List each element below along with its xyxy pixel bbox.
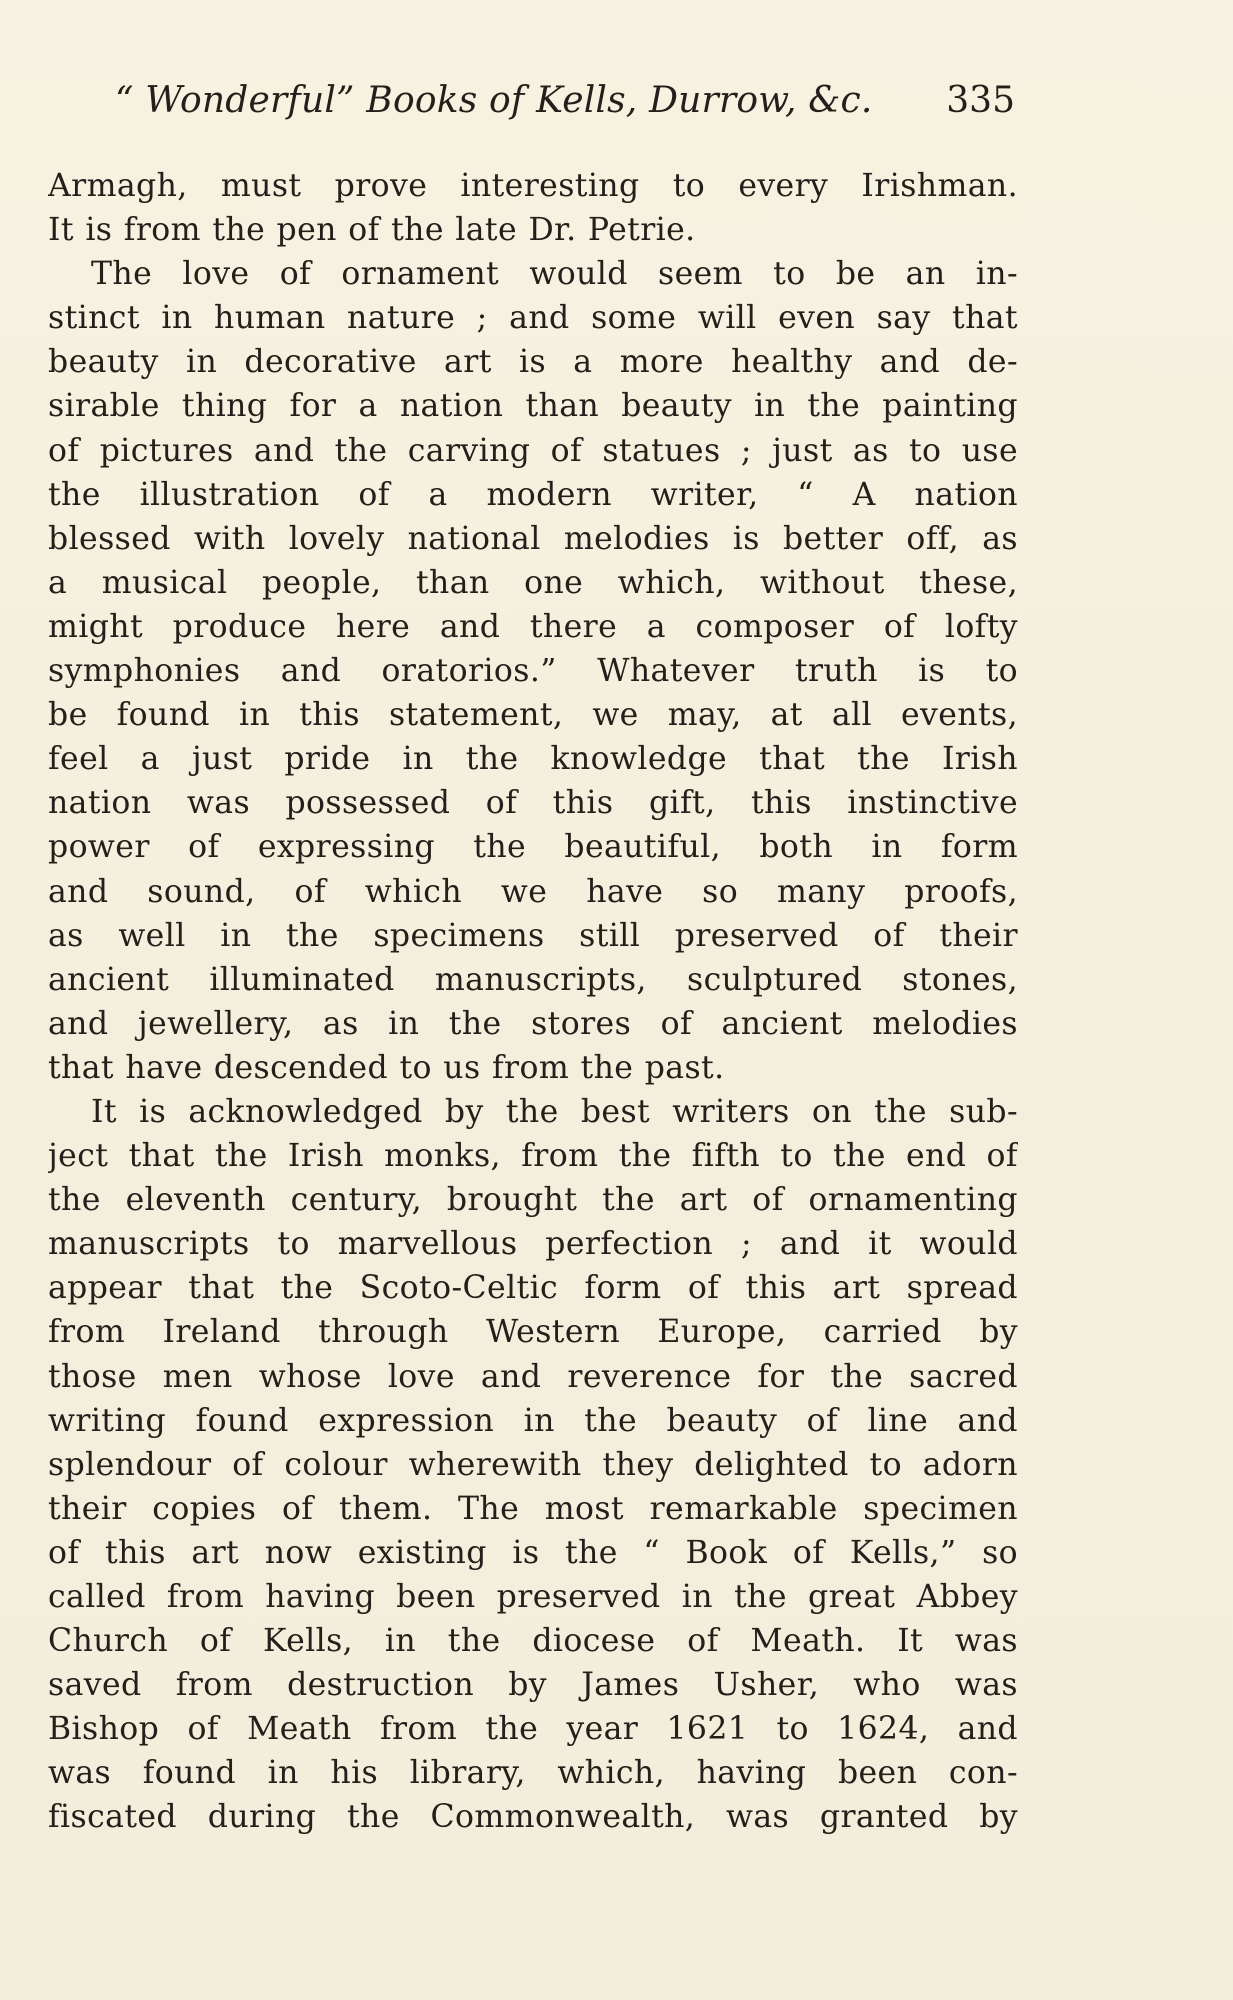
- text-line: as well in the specimens still preserved of their: [48, 917, 1018, 954]
- text-line: and sound, of which we have so many proofs,: [48, 873, 1018, 910]
- body-text: [48, 164, 1018, 1840]
- text-line: writing found expression in the beauty of line and: [48, 1402, 1018, 1439]
- text-line: beauty in decorative art is a more healthy and de-: [48, 344, 1018, 381]
- text-line: their copies of them. The most remarkable specimen: [48, 1490, 1018, 1527]
- text-line: splendour of colour wherewith they delighted to adorn: [48, 1446, 1018, 1483]
- text-line: manuscripts to marvellous perfection ; and it would: [48, 1226, 1018, 1263]
- text-line: saved from destruction by James Usher, who was: [48, 1667, 1018, 1704]
- text-line: nation was possessed of this gift, this instinctive: [48, 785, 1018, 822]
- text-line: The love of ornament would seem to be an in-: [91, 256, 1018, 293]
- text-line: power of expressing the beautiful, both in form: [48, 829, 1018, 866]
- text-line: It is acknowledged by the best writers on the sub-: [91, 1093, 1018, 1130]
- text-line: Armagh, must prove interesting to every Irishman.: [48, 168, 1018, 204]
- text-line: sirable thing for a nation than beauty in the painting: [48, 388, 1018, 425]
- text-line: might produce here and there a composer of lofty: [48, 608, 1018, 645]
- text-line: stinct in human nature ; and some will even say that: [48, 300, 1018, 337]
- text-line: feel a just pride in the knowledge that the Irish: [48, 741, 1018, 778]
- text-line: ject that the Irish monks, from the fifth to the end of: [48, 1138, 1018, 1175]
- text-line: that have descended to us from the past.: [48, 1049, 725, 1086]
- text-line: a musical people, than one which, without these,: [48, 564, 1018, 601]
- text-line: be found in this statement, we may, at all events,: [48, 697, 1018, 734]
- text-line: appear that the Scoto-Celtic form of this art spread: [48, 1270, 1018, 1307]
- text-line: Bishop of Meath from the year 1621 to 1624, and: [48, 1711, 1018, 1748]
- text-line: blessed with lovely national melodies is better off, as: [48, 520, 1018, 557]
- page-number: 335: [946, 80, 1015, 121]
- text-line: Church of Kells, in the diocese of Meath. It was: [48, 1623, 1018, 1660]
- text-line: the eleventh century, brought the art of ornamenting: [48, 1182, 1018, 1219]
- text-line: ancient illuminated manuscripts, sculptured stones,: [48, 961, 1018, 998]
- text-line: It is from the pen of the late Dr. Petrie.: [48, 212, 696, 249]
- text-line: from Ireland through Western Europe, carried by: [48, 1314, 1018, 1351]
- page-header: [115, 80, 1015, 140]
- text-line: the illustration of a modern writer, “ A nation: [48, 476, 1018, 513]
- text-line: of pictures and the carving of statues ; just as to use: [48, 432, 1018, 469]
- text-line: symphonies and oratorios.” Whatever truth is to: [48, 653, 1018, 690]
- running-title: “ Wonderful” Books of Kells, Durrow, &c.: [115, 80, 873, 121]
- text-line: called from having been preserved in the great Abbey: [48, 1579, 1018, 1615]
- text-line: and jewellery, as in the stores of ancient melodies: [48, 1005, 1018, 1042]
- text-line: was found in his library, which, having been con-: [48, 1755, 1018, 1792]
- text-line: those men whose love and reverence for the sacred: [48, 1358, 1018, 1395]
- text-line: of this art now existing is the “ Book of Kells,” so: [48, 1534, 1018, 1571]
- text-line: fiscated during the Commonwealth, was granted by: [48, 1799, 1018, 1836]
